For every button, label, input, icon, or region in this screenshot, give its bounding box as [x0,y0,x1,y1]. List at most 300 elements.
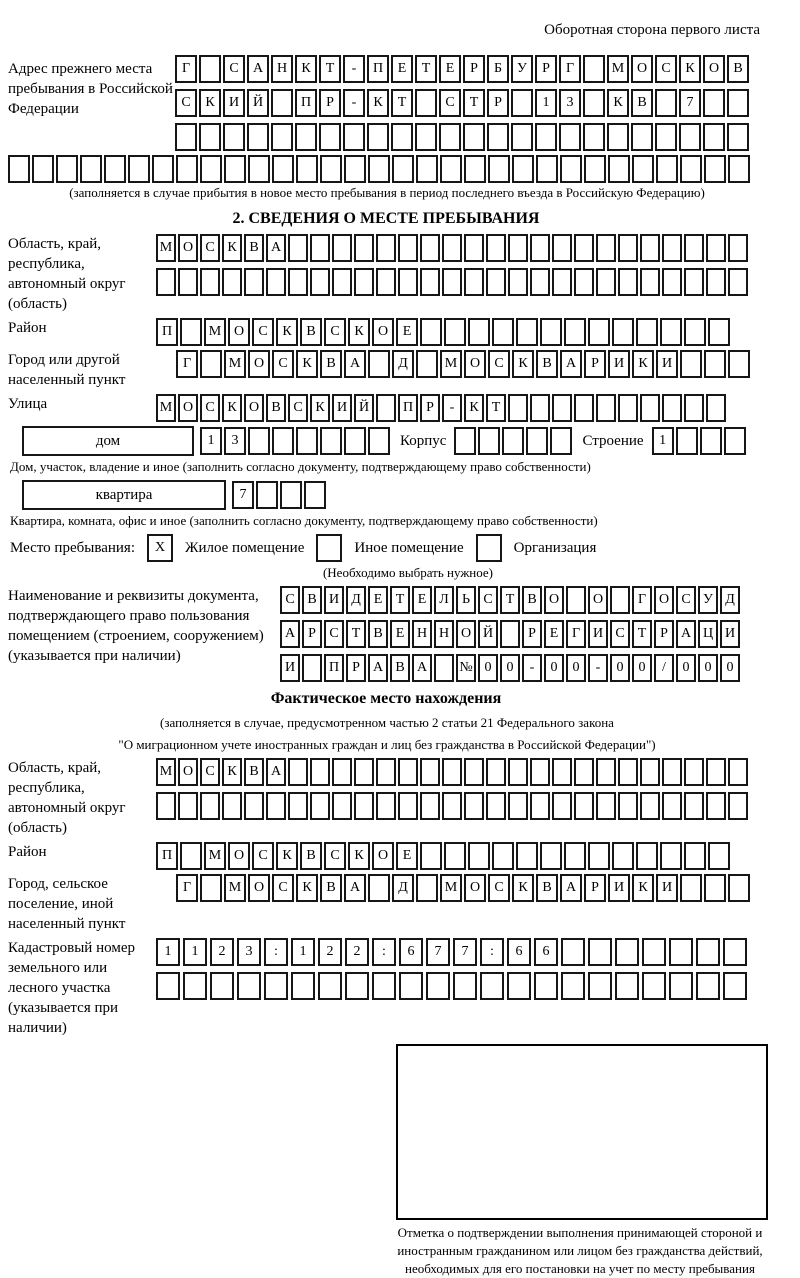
char-box[interactable] [332,758,352,786]
char-box[interactable]: 7 [679,89,701,117]
char-box[interactable] [178,268,198,296]
char-box[interactable] [526,427,548,455]
char-box[interactable] [302,654,322,682]
char-box[interactable] [463,123,485,151]
char-box[interactable] [222,792,242,820]
char-box[interactable] [128,155,150,183]
char-box[interactable] [724,427,746,455]
char-box[interactable]: А [344,874,366,902]
char-box[interactable] [304,481,326,509]
char-box[interactable]: М [204,842,226,870]
char-box[interactable]: - [343,55,365,83]
char-box[interactable] [583,89,605,117]
char-box[interactable] [696,972,720,1000]
char-box[interactable] [559,123,581,151]
char-box[interactable]: Н [412,620,432,648]
char-box[interactable]: П [398,394,418,422]
char-box[interactable]: А [266,234,286,262]
char-box[interactable] [656,155,678,183]
char-box[interactable]: 3 [237,938,261,966]
char-box[interactable] [728,268,748,296]
char-box[interactable]: 7 [453,938,477,966]
char-box[interactable] [454,427,476,455]
char-box[interactable]: К [276,842,298,870]
char-box[interactable]: К [296,874,318,902]
char-box[interactable] [288,792,308,820]
char-box[interactable]: Е [544,620,564,648]
char-box[interactable] [56,155,78,183]
char-box[interactable] [434,654,454,682]
char-box[interactable] [464,234,484,262]
char-box[interactable] [442,234,462,262]
char-box[interactable]: А [412,654,432,682]
char-box[interactable]: К [295,55,317,83]
char-box[interactable]: М [440,874,462,902]
char-box[interactable]: О [631,55,653,83]
char-box[interactable] [696,938,720,966]
char-box[interactable] [444,842,466,870]
char-box[interactable]: Г [559,55,581,83]
char-box[interactable] [415,89,437,117]
char-box[interactable] [612,318,634,346]
char-box[interactable] [420,792,440,820]
char-box[interactable]: А [560,874,582,902]
char-box[interactable]: 7 [426,938,450,966]
char-box[interactable] [584,155,606,183]
char-box[interactable] [583,55,605,83]
char-box[interactable]: И [332,394,352,422]
char-box[interactable] [237,972,261,1000]
char-box[interactable]: М [156,394,176,422]
char-box[interactable] [156,792,176,820]
char-box[interactable]: К [679,55,701,83]
char-box[interactable]: Р [535,55,557,83]
char-box[interactable]: М [607,55,629,83]
char-box[interactable] [502,427,524,455]
char-box[interactable] [684,268,704,296]
char-box[interactable]: К [632,874,654,902]
char-box[interactable] [416,350,438,378]
char-box[interactable]: № [456,654,476,682]
char-box[interactable]: 0 [566,654,586,682]
char-box[interactable]: К [276,318,298,346]
char-box[interactable] [660,318,682,346]
char-box[interactable] [486,234,506,262]
char-box[interactable]: 2 [318,938,342,966]
char-box[interactable] [180,842,202,870]
char-box[interactable]: 1 [200,427,222,455]
char-box[interactable] [368,350,390,378]
char-box[interactable] [552,758,572,786]
char-box[interactable]: : [372,938,396,966]
char-box[interactable] [248,155,270,183]
char-box[interactable] [210,972,234,1000]
char-box[interactable] [588,842,610,870]
char-box[interactable] [640,268,660,296]
char-box[interactable]: Т [500,586,520,614]
char-box[interactable] [706,234,726,262]
char-box[interactable] [669,972,693,1000]
char-box[interactable] [564,318,586,346]
char-box[interactable] [552,268,572,296]
char-box[interactable]: К [222,758,242,786]
char-box[interactable] [247,123,269,151]
char-box[interactable] [399,972,423,1000]
char-box[interactable] [464,268,484,296]
char-box[interactable] [176,155,198,183]
char-box[interactable]: П [295,89,317,117]
char-box[interactable] [318,972,342,1000]
char-box[interactable]: С [655,55,677,83]
char-box[interactable] [588,938,612,966]
char-box[interactable]: Г [632,586,652,614]
char-box[interactable]: К [512,350,534,378]
char-box[interactable] [684,842,706,870]
char-box[interactable] [264,972,288,1000]
char-box[interactable]: Р [487,89,509,117]
char-box[interactable] [320,155,342,183]
char-box[interactable] [552,792,572,820]
char-box[interactable] [642,972,666,1000]
char-box[interactable] [200,155,222,183]
char-box[interactable] [420,842,442,870]
char-box[interactable] [398,268,418,296]
char-box[interactable] [354,234,374,262]
char-box[interactable] [535,123,557,151]
char-box[interactable]: О [372,318,394,346]
char-box[interactable]: О [654,586,674,614]
char-box[interactable] [200,874,222,902]
char-box[interactable]: О [372,842,394,870]
char-box[interactable] [684,318,706,346]
char-box[interactable] [728,792,748,820]
char-box[interactable] [708,842,730,870]
char-box[interactable] [561,938,585,966]
char-box[interactable]: В [320,350,342,378]
char-box[interactable]: Т [346,620,366,648]
char-box[interactable] [478,427,500,455]
char-box[interactable]: С [439,89,461,117]
char-box[interactable]: М [204,318,226,346]
char-box[interactable] [612,842,634,870]
char-box[interactable]: Г [566,620,586,648]
char-box[interactable]: О [464,874,486,902]
char-box[interactable]: О [178,394,198,422]
char-box[interactable] [376,394,396,422]
char-box[interactable]: Е [390,620,410,648]
char-box[interactable]: А [280,620,300,648]
char-box[interactable] [704,350,726,378]
char-box[interactable]: Т [319,55,341,83]
char-box[interactable] [508,758,528,786]
char-box[interactable] [680,350,702,378]
char-box[interactable] [660,842,682,870]
char-box[interactable] [564,842,586,870]
char-box[interactable]: Й [478,620,498,648]
char-box[interactable] [492,318,514,346]
char-box[interactable] [272,427,294,455]
char-box[interactable]: И [324,586,344,614]
char-box[interactable] [636,318,658,346]
char-box[interactable] [618,758,638,786]
char-box[interactable]: С [676,586,696,614]
char-box[interactable] [706,268,726,296]
char-box[interactable] [574,234,594,262]
char-box[interactable] [655,123,677,151]
char-box[interactable] [708,318,730,346]
char-box[interactable] [180,318,202,346]
char-box[interactable]: 0 [478,654,498,682]
char-box[interactable]: С [272,350,294,378]
char-box[interactable] [368,874,390,902]
char-box[interactable]: Г [176,874,198,902]
char-box[interactable]: 6 [399,938,423,966]
char-box[interactable] [728,234,748,262]
char-box[interactable] [512,155,534,183]
char-box[interactable] [706,792,726,820]
char-box[interactable] [288,268,308,296]
char-box[interactable] [486,792,506,820]
char-box[interactable]: Л [434,586,454,614]
char-box[interactable]: В [727,55,749,83]
char-box[interactable] [271,89,293,117]
char-box[interactable]: Г [176,350,198,378]
char-box[interactable]: В [368,620,388,648]
char-box[interactable] [468,318,490,346]
char-box[interactable] [680,155,702,183]
char-box[interactable]: 6 [507,938,531,966]
char-box[interactable] [618,268,638,296]
char-box[interactable] [507,972,531,1000]
char-box[interactable]: : [480,938,504,966]
char-box[interactable]: О [244,394,264,422]
char-box[interactable] [354,268,374,296]
char-box[interactable] [596,234,616,262]
char-box[interactable] [310,234,330,262]
char-box[interactable] [596,758,616,786]
char-box[interactable]: О [703,55,725,83]
char-box[interactable]: С [223,55,245,83]
char-box[interactable]: С [288,394,308,422]
char-box[interactable]: Р [654,620,674,648]
char-box[interactable] [295,123,317,151]
char-box[interactable] [464,155,486,183]
char-box[interactable]: 0 [610,654,630,682]
char-box[interactable] [420,234,440,262]
char-box[interactable] [583,123,605,151]
char-box[interactable] [426,972,450,1000]
char-box[interactable] [376,792,396,820]
char-box[interactable] [596,394,616,422]
char-box[interactable] [492,842,514,870]
char-box[interactable]: - [343,89,365,117]
char-box[interactable]: К [464,394,484,422]
char-box[interactable] [439,123,461,151]
char-box[interactable]: 1 [652,427,674,455]
char-box[interactable] [420,318,442,346]
char-box[interactable] [392,155,414,183]
char-box[interactable] [368,427,390,455]
char-box[interactable] [442,268,462,296]
char-box[interactable]: П [367,55,389,83]
char-box[interactable]: А [266,758,286,786]
char-box[interactable] [152,155,174,183]
char-box[interactable] [464,758,484,786]
char-box[interactable]: О [588,586,608,614]
char-box[interactable]: В [390,654,410,682]
char-box[interactable] [610,586,630,614]
char-box[interactable] [224,155,246,183]
char-box[interactable]: Р [522,620,542,648]
stay-checkbox-residential[interactable]: X [147,534,173,562]
char-box[interactable] [574,792,594,820]
char-box[interactable] [700,427,722,455]
char-box[interactable]: С [200,758,220,786]
char-box[interactable] [508,394,528,422]
char-box[interactable]: О [228,842,250,870]
char-box[interactable]: Р [302,620,322,648]
char-box[interactable]: 2 [210,938,234,966]
char-box[interactable]: У [511,55,533,83]
char-box[interactable] [332,792,352,820]
char-box[interactable] [8,155,30,183]
stay-checkbox-other[interactable] [316,534,342,562]
char-box[interactable] [684,758,704,786]
char-box[interactable] [662,234,682,262]
char-box[interactable]: Е [396,318,418,346]
char-box[interactable] [332,268,352,296]
char-box[interactable]: В [244,758,264,786]
char-box[interactable]: К [348,318,370,346]
char-box[interactable]: Р [420,394,440,422]
char-box[interactable] [618,394,638,422]
char-box[interactable]: С [324,620,344,648]
char-box[interactable]: М [224,350,246,378]
char-box[interactable]: 0 [544,654,564,682]
char-box[interactable] [530,234,550,262]
char-box[interactable] [508,268,528,296]
char-box[interactable]: - [442,394,462,422]
char-box[interactable]: С [324,842,346,870]
char-box[interactable]: Т [632,620,652,648]
char-box[interactable] [345,972,369,1000]
char-box[interactable]: О [248,874,270,902]
char-box[interactable] [272,155,294,183]
char-box[interactable] [574,268,594,296]
char-box[interactable] [530,394,550,422]
char-box[interactable] [420,758,440,786]
char-box[interactable] [354,758,374,786]
char-box[interactable] [704,874,726,902]
char-box[interactable]: Д [392,350,414,378]
char-box[interactable] [420,268,440,296]
char-box[interactable] [662,792,682,820]
char-box[interactable] [723,938,747,966]
char-box[interactable] [662,758,682,786]
char-box[interactable]: Р [463,55,485,83]
char-box[interactable] [574,394,594,422]
char-box[interactable] [636,842,658,870]
char-box[interactable] [516,842,538,870]
char-box[interactable] [291,972,315,1000]
char-box[interactable]: К [632,350,654,378]
char-box[interactable]: К [222,234,242,262]
char-box[interactable]: К [296,350,318,378]
char-box[interactable] [596,268,616,296]
char-box[interactable]: / [654,654,674,682]
char-box[interactable] [319,123,341,151]
char-box[interactable]: Е [439,55,461,83]
char-box[interactable]: : [264,938,288,966]
char-box[interactable] [618,234,638,262]
char-box[interactable]: Д [720,586,740,614]
char-box[interactable] [32,155,54,183]
char-box[interactable]: В [302,586,322,614]
char-box[interactable] [442,758,462,786]
char-box[interactable] [244,268,264,296]
char-box[interactable] [550,427,572,455]
char-box[interactable]: С [252,842,274,870]
char-box[interactable] [354,792,374,820]
char-box[interactable]: П [324,654,344,682]
char-box[interactable]: Н [434,620,454,648]
char-box[interactable]: И [608,350,630,378]
char-box[interactable] [640,792,660,820]
char-box[interactable] [728,350,750,378]
char-box[interactable]: Е [412,586,432,614]
char-box[interactable]: М [224,874,246,902]
char-box[interactable] [662,394,682,422]
char-box[interactable] [104,155,126,183]
char-box[interactable]: К [348,842,370,870]
char-box[interactable]: В [631,89,653,117]
char-box[interactable]: С [478,586,498,614]
char-box[interactable] [552,394,572,422]
char-box[interactable]: С [280,586,300,614]
char-box[interactable] [296,427,318,455]
char-box[interactable]: К [512,874,534,902]
char-box[interactable] [391,123,413,151]
char-box[interactable] [640,394,660,422]
char-box[interactable]: 1 [183,938,207,966]
char-box[interactable] [440,155,462,183]
char-box[interactable]: 3 [224,427,246,455]
char-box[interactable] [486,758,506,786]
char-box[interactable] [372,972,396,1000]
char-box[interactable]: 0 [676,654,696,682]
char-box[interactable]: Ь [456,586,476,614]
char-box[interactable] [706,394,726,422]
char-box[interactable]: С [610,620,630,648]
char-box[interactable] [680,874,702,902]
char-box[interactable] [669,938,693,966]
char-box[interactable]: 1 [291,938,315,966]
char-box[interactable] [727,89,749,117]
char-box[interactable]: М [156,234,176,262]
char-box[interactable]: Е [391,55,413,83]
char-box[interactable] [248,427,270,455]
char-box[interactable]: М [440,350,462,378]
char-box[interactable]: Р [346,654,366,682]
char-box[interactable]: 1 [156,938,180,966]
char-box[interactable]: 1 [535,89,557,117]
char-box[interactable]: 0 [720,654,740,682]
char-box[interactable] [480,972,504,1000]
char-box[interactable]: И [280,654,300,682]
char-box[interactable]: Д [392,874,414,902]
char-box[interactable] [332,234,352,262]
char-box[interactable] [256,481,278,509]
